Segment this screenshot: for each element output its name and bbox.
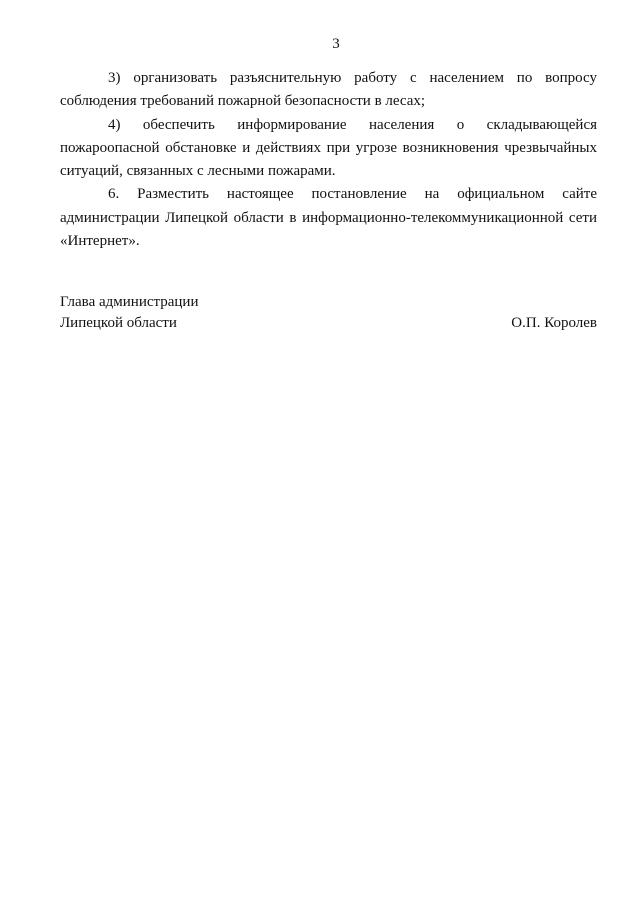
signatory-title-line1: Глава администрации bbox=[60, 294, 199, 310]
paragraph-section-6: 6. Разместить настоящее постановление на официальном сайте администрации Липецкой области в информационно-телекоммуникационной сети «Интернет». bbox=[60, 186, 597, 250]
paragraph-item-3: 3) организовать разъяснительную работу с населением по вопросу соблюдения требований пожарной безопасности в лесах; bbox=[60, 70, 597, 110]
signature-block bbox=[60, 292, 597, 334]
signatory-name: О.П. Королев bbox=[511, 315, 597, 331]
document-body bbox=[60, 67, 597, 253]
page-number: 3 bbox=[332, 36, 340, 52]
signatory-title-line2: Липецкой области bbox=[60, 315, 177, 331]
paragraph-item-4: 4) обеспечить информирование населения о складывающейся пожароопасной обстановке и действиях при угрозе возникновения чрезвычайных ситуаций, связанных с лесными пожарами. bbox=[60, 116, 597, 180]
